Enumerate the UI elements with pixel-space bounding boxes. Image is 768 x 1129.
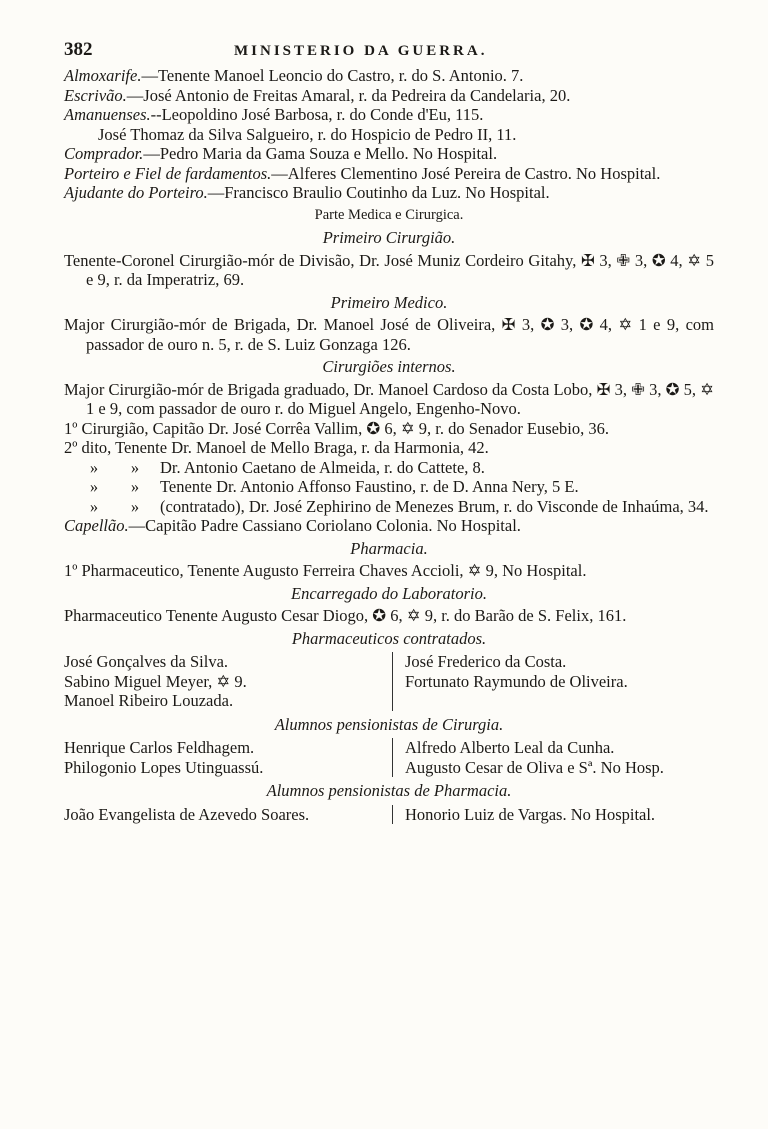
entry-laboratorio: Pharmaceutico Tenente Augusto Cesar Diogo, ✪ 6, ✡ 9, r. do Barão de S. Felix, 161. — [64, 606, 627, 625]
entry-cirurgiao-ditto-3: » » (contratado), Dr. José Zephirino de Menezes Brum, r. do Visconde de Inhaúma, 34. — [89, 496, 709, 516]
alumnos-pharmacia-right — [393, 805, 655, 825]
admin-staff — [64, 66, 714, 203]
heading-pharmaceuticos-contratados: Pharmaceuticos contratados. — [291, 628, 487, 648]
list-item: Augusto Cesar de Oliva e Sª. No Hosp. — [405, 757, 664, 777]
page — [64, 40, 714, 828]
alumnos-cirurgia-right — [393, 738, 664, 777]
list-item: João Evangelista de Azevedo Soares. — [64, 804, 310, 824]
running-title: MINISTERIO DA GUERRA. — [234, 43, 488, 59]
alumnos-pharmacia-columns — [64, 805, 714, 825]
entry-porteiro: Porteiro e Fiel de fardamentos.—Alferes Clementino José Pereira de Castro. No Hospital. — [64, 163, 661, 183]
list-item: José Gonçalves da Silva. — [64, 652, 229, 671]
list-item: Sabino Miguel Meyer, ✡ 9. — [64, 671, 247, 691]
list-item: Honorio Luiz de Vargas. No Hospital. — [405, 804, 656, 824]
heading-primeiro-cirurgiao: Primeiro Cirurgião. — [322, 228, 456, 247]
entry-amanuenses: Amanuenses.--Leopoldino José Barbosa, r. do Conde d'Eu, 115. — [64, 105, 484, 124]
entry-capellao: Capellão.—Capitão Padre Cassiano Coriolano Colonia. No Hospital. — [64, 516, 521, 535]
heading-primeiro-medico: Primeiro Medico. — [330, 292, 448, 312]
entry-cirurgiao-1: Major Cirurgião-mór de Brigada graduado, Dr. Manoel Cardoso da Costa Lobo, ✠ 3, ✙ 3, ✪ 5, ✡ 1 e 9, com passador de ouro r. do Miguel Angelo, Engenho-Novo. — [64, 379, 714, 418]
alumnos-pharmacia-left — [64, 805, 393, 825]
heading-alumnos-cirurgia: Alumnos pensionistas de Cirurgia. — [274, 714, 504, 734]
entry-cirurgiao-ditto-1: » » Dr. Antonio Caetano de Almeida, r. do Cattete, 8. — [89, 457, 485, 477]
contratados-left — [64, 652, 393, 711]
entry-pharmacia: 1º Pharmaceutico, Tenente Augusto Ferreira Chaves Accioli, ✡ 9, No Hospital. — [64, 561, 587, 580]
list-item: Manoel Ribeiro Louzada. — [64, 691, 234, 710]
heading-alumnos-pharmacia: Alumnos pensionistas de Pharmacia. — [266, 781, 512, 800]
list-item: Philogonio Lopes Utinguassú. — [64, 757, 264, 777]
entry-escrivao: Escrivão.—José Antonio de Freitas Amaral, r. da Pedreira da Candelaria, 20. — [64, 85, 571, 105]
page-header — [64, 40, 714, 66]
alumnos-cirurgia-columns — [64, 738, 714, 777]
heading-cirurgioes-internos: Cirurgiões internos. — [322, 357, 456, 376]
entry-primeiro-cirurgiao: Tenente-Coronel Cirurgião-mór de Divisão, Dr. José Muniz Cordeiro Gitahy, ✠ 3, ✙ 3, ✪ 4, ✡ 5 e 9, r. da Imperatriz, 69. — [64, 250, 714, 289]
entry-cirurgiao-ditto-2: » » Tenente Dr. Antonio Affonso Faustino, r. de D. Anna Nery, 5 E. — [89, 477, 579, 496]
section-heading-medica: Parte Medica e Cirurgica. — [314, 206, 464, 223]
alumnos-cirurgia-left — [64, 738, 393, 777]
heading-pharmacia: Pharmacia. — [350, 538, 428, 558]
entry-cirurgiao-3: 2º dito, Tenente Dr. Manoel de Mello Braga, r. da Harmonia, 42. — [64, 438, 489, 457]
list-item: Henrique Carlos Feldhagem. — [64, 738, 255, 757]
entry-almoxarife: Almoxarife.—Tenente Manoel Leoncio do Castro, r. do S. Antonio. 7. — [64, 66, 524, 85]
entry-cirurgiao-2: 1º Cirurgião, Capitão Dr. José Corrêa Vallim, ✪ 6, ✡ 9, r. do Senador Eusebio, 36. — [64, 418, 609, 438]
heading-laboratorio: Encarregado do Laboratorio. — [290, 583, 488, 603]
page-number: 382 — [64, 39, 93, 60]
entry-ajudante-porteiro: Ajudante do Porteiro.—Francisco Braulio Coutinho da Luz. No Hospital. — [64, 183, 550, 202]
entry-primeiro-medico: Major Cirurgião-mór de Brigada, Dr. Manoel José de Oliveira, ✠ 3, ✪ 3, ✪ 4, ✡ 1 e 9, com passador de ouro n. 5, r. de S. Luiz Gonzaga 126. — [64, 315, 714, 354]
list-item: José Frederico da Costa. — [405, 652, 567, 671]
entry-comprador: Comprador.—Pedro Maria da Gama Souza e Mello. No Hospital. — [64, 144, 498, 163]
list-item: Fortunato Raymundo de Oliveira. — [405, 671, 628, 691]
contratados-right — [393, 652, 628, 711]
entry-amanuense-2: José Thomaz da Silva Salgueiro, r. do Hospicio de Pedro II, 11. — [98, 124, 517, 144]
contratados-columns — [64, 652, 714, 711]
list-item: Alfredo Alberto Leal da Cunha. — [405, 738, 615, 757]
